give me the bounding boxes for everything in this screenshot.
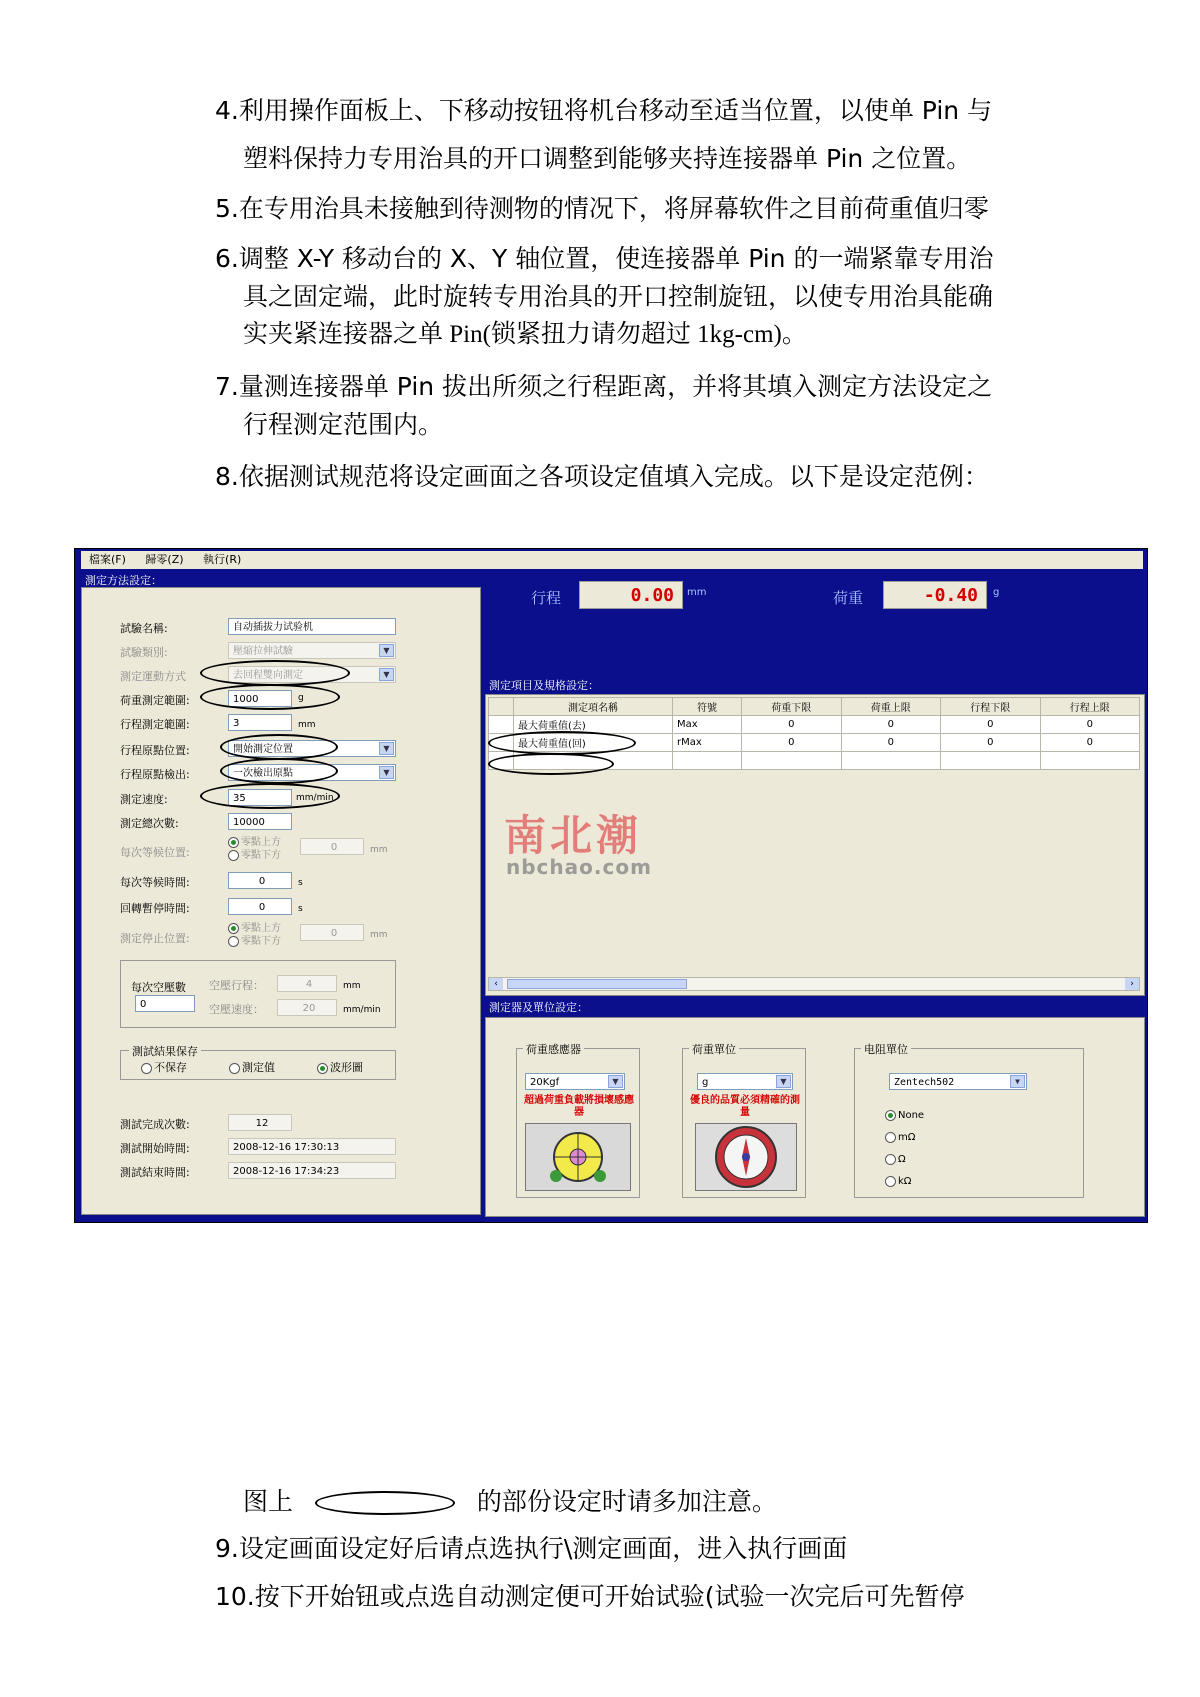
table-cell[interactable]: 0 [941,734,1041,752]
menu-run[interactable]: 執行(R) [203,553,242,566]
table-cell[interactable]: Max [673,716,742,734]
test-name-label: 試驗名稱: [120,622,168,635]
attention-ellipse [200,783,340,809]
res-option-kiloohm[interactable] [885,1171,924,1193]
stop-pos-below-label: 零點下方 [241,936,281,947]
column-header: 行程上限 [1040,698,1140,716]
table-cell[interactable]: 最大荷重值(回) [514,734,673,752]
radio-icon [885,1110,896,1121]
stop-pos-above-label: 零點上方 [241,923,281,934]
load-unit-group [682,1043,806,1198]
end-time-label: 測試結束時間: [120,1166,190,1179]
menu-zero[interactable]: 歸零(Z) [145,553,184,566]
res-option-label: None [898,1110,925,1121]
compass-illustration-icon [696,1124,796,1190]
readout-panel [485,575,1143,671]
start-time-value: 2008-12-16 17:30:13 [228,1138,396,1155]
table-cell[interactable]: 0 [742,716,842,734]
wait-time-label: 每次等候時間: [120,876,190,889]
wait-time-input[interactable]: 0 [228,872,292,889]
save-group [120,1045,396,1080]
res-unit-options [885,1105,924,1193]
wait-pos-below-label: 零點下方 [241,850,281,861]
wait-pos-input[interactable]: 0 [300,838,364,855]
res-option-label: kΩ [898,1176,912,1187]
load-range-label: 荷重測定範圍: [120,694,190,707]
radio-icon [885,1176,896,1187]
instruction-7-line2: 行程测定范围内。 [243,410,444,439]
wait-pos-radios [228,836,281,862]
res-unit-title: 电阻單位 [861,1041,911,1057]
load-sensor-warning: 超過荷重負載將損壞感應器 [524,1095,634,1118]
table-cell[interactable]: 最大荷重值(去) [514,716,673,734]
load-range-unit: g [298,693,304,703]
table-header-row [489,698,1140,716]
table-cell[interactable] [742,752,842,770]
speed-unit: mm/min [296,793,334,803]
wait-pos-unit: mm [370,845,388,855]
table-cell[interactable]: 0 [742,734,842,752]
table-cell[interactable]: 0 [941,716,1041,734]
stop-pos-label: 測定停止位置: [120,932,190,945]
table-cell[interactable]: 0 [1040,716,1140,734]
pause-time-input[interactable]: 0 [228,898,292,915]
wait-pos-above[interactable] [228,836,281,849]
load-sensor-select[interactable] [525,1073,625,1090]
table-cell[interactable] [841,752,941,770]
load-unit-select[interactable] [697,1073,793,1090]
origin-detect-label: 行程原點檢出: [120,768,190,781]
sensor-illustration-icon [526,1124,630,1190]
items-section-title: 測定項目及規格設定： [489,679,599,692]
instruction-8-line1: 8.依据测试规范将设定画面之各项设定值填入完成。以下是设定范例： [215,462,989,491]
idle-speed-unit: mm/min [343,1005,381,1015]
stop-pos-input[interactable]: 0 [300,924,364,941]
attention-ellipse [200,684,340,710]
stroke-range-input[interactable]: 3 [228,714,292,731]
chevron-down-icon: ▼ [776,1075,791,1088]
load-readout-value: -0.40 [883,581,987,609]
load-unit-title: 荷重單位 [689,1041,739,1057]
column-header: 荷重下限 [742,698,842,716]
res-option-label: mΩ [898,1132,916,1143]
res-option-label: Ω [898,1154,906,1165]
save-wave-option[interactable] [317,1059,363,1075]
wait-time-unit: s [298,878,303,888]
row-header-corner [489,698,514,716]
load-unit-value: g [702,1077,709,1088]
chevron-down-icon: ▼ [1010,1075,1025,1088]
stop-pos-unit: mm [370,930,388,940]
stroke-range-unit: mm [298,720,316,730]
load-readout-unit: g [993,587,1000,598]
instruction-5 [215,190,989,228]
scroll-right-icon[interactable]: › [1125,978,1139,990]
idle-stroke-input[interactable]: 4 [277,975,337,992]
stroke-readout-unit: mm [687,587,707,598]
watermark-url: nbchao.com [506,855,652,879]
wait-pos-label: 每次等候位置: [120,846,190,859]
res-option-milliohm[interactable] [885,1127,924,1149]
column-header: 荷重上限 [841,698,941,716]
horizontal-scrollbar[interactable] [488,977,1140,991]
idle-count-input[interactable]: 0 [135,995,195,1012]
res-device-value: Zentech502 [894,1077,955,1088]
table-cell[interactable]: rMax [673,734,742,752]
test-type-label: 試驗類別: [120,646,168,659]
attention-ellipse [220,734,338,760]
pause-time-unit: s [298,904,303,914]
pause-time-label: 回轉暫停時間: [120,902,190,915]
watermark-logo: 南北潮 [504,811,643,860]
radio-icon [317,1063,328,1074]
load-unit-picture [695,1123,797,1191]
ellipse-symbol-icon [315,1491,455,1515]
origin-pos-value: 開始測定位置 [233,744,293,755]
speed-label: 測定速度: [120,793,168,806]
origin-pos-label: 行程原點位置: [120,744,190,757]
attention-ellipse [488,753,614,775]
table-cell[interactable] [941,752,1041,770]
idle-stroke-label: 空壓行程： [209,979,264,992]
load-sensor-title: 荷重感應器 [523,1041,584,1057]
wait-pos-below[interactable] [228,849,281,862]
wait-pos-above-label: 零點上方 [241,837,281,848]
row-selector[interactable] [489,716,514,734]
note-suffix: 的部份设定时请多加注意。 [476,1487,777,1516]
column-header: 符號 [673,698,742,716]
radio-icon [228,850,239,861]
load-readout-label: 荷重 [833,589,864,607]
table-cell[interactable] [673,752,742,770]
table-cell[interactable]: 0 [841,716,941,734]
method-section-title: 測定方法設定： [85,574,162,587]
origin-detect-value: 一次檢出原點 [233,768,293,779]
stroke-range-label: 行程測定範圍: [120,718,190,731]
speed-input[interactable]: 35 [228,789,292,806]
load-unit-note: 優良的品質必須精確的測量 [690,1095,800,1118]
instruction-4-line2: 塑料保持力专用治具的开口调整到能够夹持连接器单 Pin 之位置。 [243,144,972,173]
instruction-5-line1: 5.在专用治具未接触到待测物的情况下，将屏幕软件之目前荷重值归零 [215,194,989,223]
instruction-8 [215,458,989,496]
motion-label: 測定運動方式 [120,670,186,683]
instruction-4-line1: 4.利用操作面板上、下移动按钮将机台移动至适当位置，以使单 Pin 与 [215,96,993,125]
test-type-select[interactable] [228,642,396,659]
instruction-6-line2: 具之固定端，此时旋转专用治具的开口控制旋钮，以使专用治具能确 [243,282,994,311]
radio-icon [229,1063,240,1074]
chevron-down-icon: ▼ [379,766,394,779]
sensor-section-title: 測定器及單位設定： [489,1001,588,1014]
load-sensor-value: 20Kgf [530,1077,560,1088]
test-name-input[interactable]: 自动插拔力试验机 [228,618,396,635]
instruction-6-line1: 6.调整 X-Y 移动台的 X、Y 轴位置，使连接器单 Pin 的一端紧靠专用治 [215,244,994,273]
motion-value: 去回程雙向測定 [233,670,303,681]
instruction-4 [215,92,992,178]
idle-stroke-unit: mm [343,981,361,991]
radio-icon [141,1063,152,1074]
menu-bar [81,551,1143,569]
instruction-7 [215,368,992,444]
attention-ellipse [200,660,350,686]
idle-group [120,960,396,1028]
instruction-6 [215,240,993,354]
save-group-title: 測試結果保存 [129,1043,201,1059]
stop-pos-below[interactable] [228,935,281,948]
total-input[interactable]: 10000 [228,813,292,830]
note-line [243,1483,777,1521]
test-type-value: 壓縮拉伸試驗 [233,646,293,657]
method-panel [81,587,481,1215]
done-value: 12 [228,1114,292,1131]
save-value-option[interactable] [229,1059,275,1075]
save-none-option[interactable] [141,1059,187,1075]
chevron-down-icon: ▼ [379,668,394,681]
radio-icon [228,936,239,947]
items-table-area [485,694,1145,996]
done-label: 測試完成次數: [120,1118,190,1131]
radio-icon [885,1154,896,1165]
radio-icon [228,923,239,934]
stop-pos-above[interactable] [228,922,281,935]
chevron-down-icon: ▼ [379,644,394,657]
start-time-label: 測試開始時間: [120,1142,190,1155]
save-value-label: 測定值 [242,1061,275,1074]
load-sensor-picture [525,1123,631,1191]
table-cell[interactable]: 0 [1040,734,1140,752]
idle-speed-input[interactable]: 20 [277,999,337,1016]
idle-count-label: 每次空壓數 [131,981,186,994]
res-unit-group [854,1043,1084,1198]
res-option-ohm[interactable] [885,1149,924,1171]
load-range-input[interactable]: 1000 [228,690,292,707]
table-cell[interactable] [1040,752,1140,770]
menu-file[interactable]: 檔案(F) [89,553,126,566]
column-header: 測定項名稱 [514,698,673,716]
instruction-6-line3: 实夹紧连接器之单 Pin(锁紧扭力请勿超过 1kg-cm)。 [243,321,807,348]
note-prefix: 图上 [243,1487,294,1516]
table-cell[interactable]: 0 [841,734,941,752]
end-time-value: 2008-12-16 17:34:23 [228,1162,396,1179]
save-none-label: 不保存 [154,1061,187,1074]
scroll-thumb[interactable] [507,979,687,989]
load-sensor-group [516,1043,640,1198]
chevron-down-icon: ▼ [608,1075,623,1088]
radio-icon [228,837,239,848]
stop-pos-radios [228,922,281,948]
total-label: 測定總次數: [120,817,179,830]
stroke-readout-value: 0.00 [579,581,683,609]
instruction-10: 10.按下开始钮或点选自动测定便可开始试验(试验一次完后可先暂停 [215,1582,965,1611]
stroke-readout-label: 行程 [531,589,562,607]
res-device-select[interactable] [889,1073,1027,1090]
save-wave-label: 波形圖 [330,1061,363,1074]
sensor-panel [485,1017,1145,1217]
attention-ellipse [220,758,338,784]
column-header: 行程下限 [941,698,1041,716]
attention-ellipse [488,731,636,755]
instruction-7-line1: 7.量测连接器单 Pin 拔出所须之行程距离，并将其填入测定方法设定之 [215,372,993,401]
app-screenshot [74,548,1148,1223]
radio-icon [885,1132,896,1143]
idle-speed-label: 空壓速度： [209,1003,264,1016]
scroll-left-icon[interactable]: ‹ [489,978,503,990]
chevron-down-icon: ▼ [379,742,394,755]
res-option-none[interactable] [885,1105,924,1127]
instruction-9: 9.设定画面设定好后请点选执行\测定画面，进入执行画面 [215,1534,848,1563]
